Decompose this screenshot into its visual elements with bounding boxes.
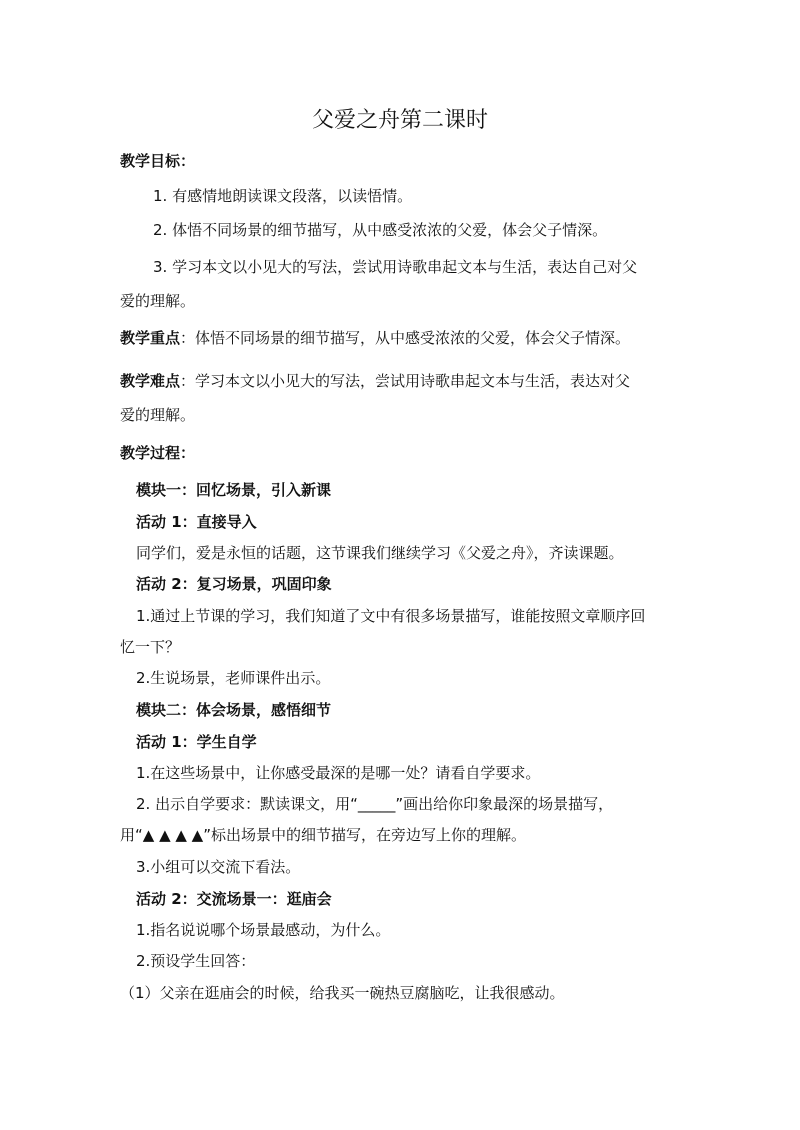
paragraph-continuation: 忆一下？ bbox=[120, 638, 181, 656]
goal-item: 3. 学习本文以小见大的写法，尝试用诗歌串起文本与生活，表达自己对父 bbox=[153, 258, 638, 276]
goal-item-continuation: 爱的理解。 bbox=[120, 292, 196, 310]
paragraph: 3.小组可以交流下看法。 bbox=[136, 858, 301, 876]
activity-heading: 活动 1：直接导入 bbox=[136, 513, 257, 531]
paragraph: 1.通过上节课的学习，我们知道了文中有很多场景描写，谁能按照文章顺序回 bbox=[136, 607, 646, 625]
paragraph-continuation: 用“▲ ▲ ▲ ▲”标出场景中的细节描写，在旁边写上你的理解。 bbox=[120, 826, 526, 844]
difficulty-text-continuation: 爱的理解。 bbox=[120, 406, 196, 424]
paragraph: 2.生说场景，老师课件出示。 bbox=[136, 669, 331, 687]
difficulty-text: ：学习本文以小见大的写法，尝试用诗歌串起文本与生活，表达对父 bbox=[180, 372, 631, 390]
activity-heading: 活动 1：学生自学 bbox=[136, 733, 257, 751]
activity-heading: 活动 2：交流场景一：逛庙会 bbox=[136, 890, 332, 908]
activity-heading: 活动 2：复习场景，巩固印象 bbox=[136, 575, 332, 593]
paragraph: 2.预设学生回答： bbox=[136, 952, 256, 970]
difficulty-label: 教学难点 bbox=[120, 372, 181, 390]
key-point bbox=[120, 328, 630, 348]
goal-item: 2. 体悟不同场景的细节描写，从中感受浓浓的父爱，体会父子情深。 bbox=[153, 221, 608, 239]
difficulty bbox=[120, 371, 630, 391]
process-heading: 教学过程： bbox=[120, 444, 196, 462]
key-point-label: 教学重点 bbox=[120, 329, 181, 347]
key-point-text: ：体悟不同场景的细节描写，从中感受浓浓的父爱，体会父子情深。 bbox=[180, 329, 631, 347]
goals-heading: 教学目标： bbox=[120, 152, 196, 170]
module-heading: 模块二：体会场景，感悟细节 bbox=[136, 701, 332, 719]
goal-item: 1. 有感情地朗读课文段落，以读悟情。 bbox=[153, 187, 413, 205]
paragraph: （1）父亲在逛庙会的时候，给我买一碗热豆腐脑吃，让我很感动。 bbox=[120, 984, 565, 1002]
paragraph: 2. 出示自学要求：默读课文，用“_____”画出给你印象最深的场景描写， bbox=[136, 795, 614, 813]
module-heading: 模块一：回忆场景，引入新课 bbox=[136, 481, 332, 499]
paragraph: 同学们，爱是永恒的话题，这节课我们继续学习《父爱之舟》，齐读课题。 bbox=[136, 544, 624, 562]
document-title: 父爱之舟第二课时 bbox=[311, 108, 488, 133]
paragraph: 1.在这些场景中，让你感受最深的是哪一处？请看自学要求。 bbox=[136, 764, 541, 782]
paragraph: 1.指名说说哪个场景最感动，为什么。 bbox=[136, 921, 391, 939]
